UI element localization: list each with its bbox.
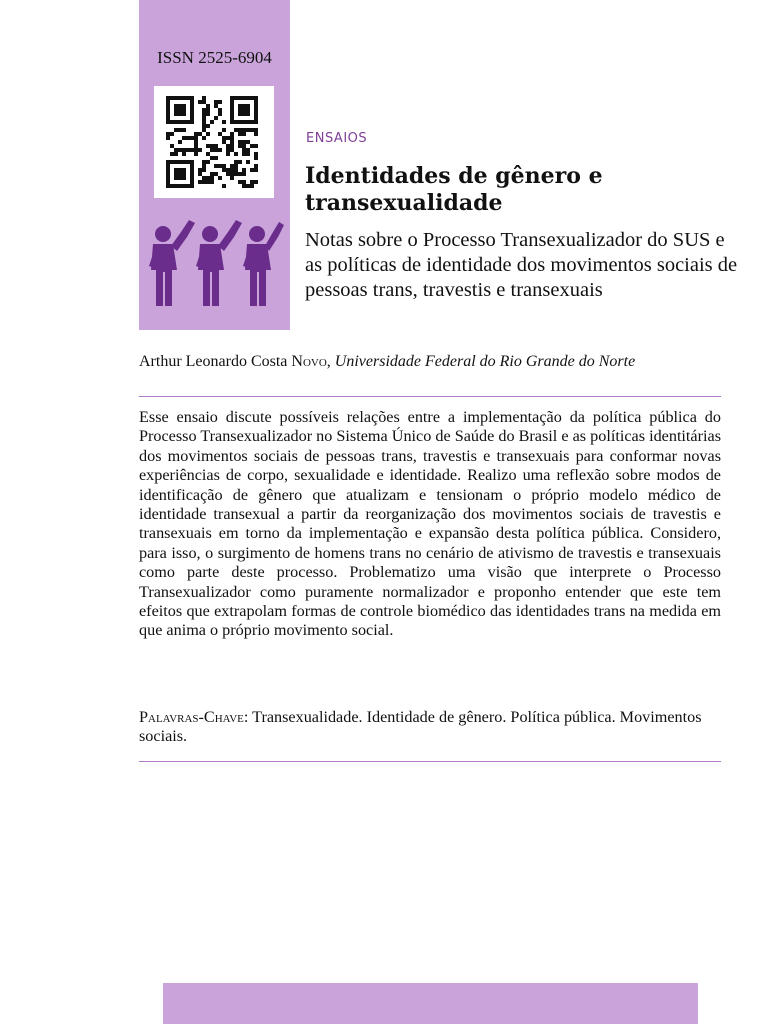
article-title: Identidades de gênero e transexualidade	[305, 163, 603, 216]
footer-band	[163, 983, 698, 1024]
divider-bottom	[139, 761, 721, 762]
person-figure-1	[149, 220, 195, 306]
journal-sidebar-band	[139, 0, 290, 330]
section-label: ENSAIOS	[306, 131, 368, 146]
author-affiliation: Universidade Federal do Rio Grande do Norte	[334, 353, 636, 370]
issn-label: ISSN 2525-6904	[157, 48, 272, 67]
divider-top	[139, 396, 721, 397]
keywords-line	[139, 708, 721, 747]
keywords-separator: :	[243, 708, 253, 726]
author-surname: Novo	[291, 353, 327, 370]
keywords-label: Palavras-Chave	[139, 708, 244, 726]
qr-code-icon	[154, 86, 274, 198]
raised-arms-people-icon	[145, 220, 285, 310]
keywords-values: Transexualidade. Identidade de gênero. Política pública. Movimentos sociais.	[139, 708, 702, 746]
article-subtitle: Notas sobre o Processo Transexualizador do SUS e as políticas de identidade dos movimentos sociais de pessoas trans, travestis e transexuais	[305, 229, 738, 301]
author-separator: ,	[326, 353, 335, 370]
person-figure-2	[196, 220, 242, 306]
author-given-name: Arthur Leonardo Costa	[139, 353, 292, 370]
person-figure-3	[243, 222, 284, 306]
abstract-text: Esse ensaio discute possíveis relações entre a implementação da política pública do Processo Transexualizador no Sistema Único de Saúde do Brasil e as políticas identitárias dos movimentos sociais de pessoas trans, travestis e transexuais para conformar novas experiências de corpo, sexualidade e identidade. Realizo uma reflexão sobre modos de identificação de gênero que atualizam e tensionam o próprio modelo médico de identidade transexual a partir da reorganização dos movimentos sociais de travestis e transexuais em torno da implementação e expansão desta política pública. Considero, para isso, o surgimento de homens trans no cenário de ativismo de travestis e transexuais como parte deste processo. Problematizo uma visão que interprete o Processo Transexualizador como puramente normalizador e proponho entender que este tem efeitos que extrapolam formas de controle biomédico das identidades trans na medida em que anima o próprio movimento social.	[139, 408, 721, 640]
author-line	[139, 353, 739, 371]
